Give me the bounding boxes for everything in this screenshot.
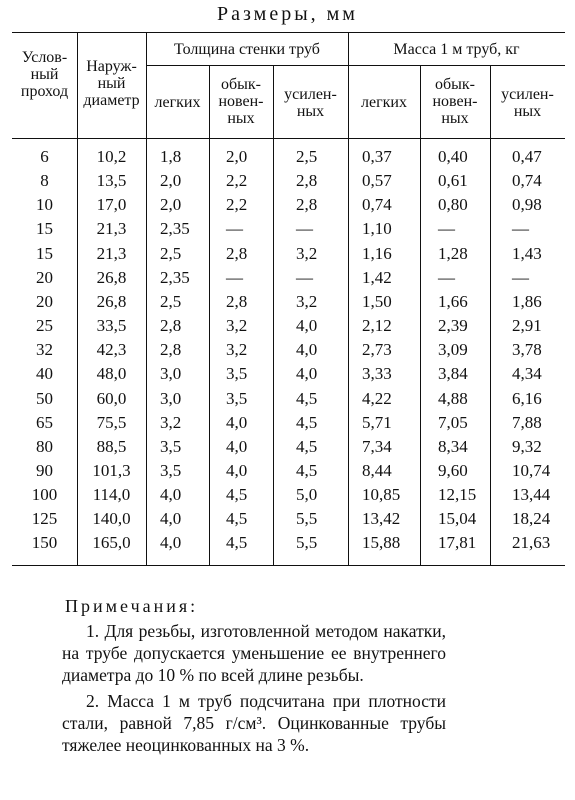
cell-mass-light: 3,33	[362, 364, 392, 384]
cell-mass-light: 1,50	[362, 291, 392, 311]
cell-wall-reinforced: 2,8	[296, 195, 318, 215]
cell-mass-reinforced: 7,88	[512, 412, 542, 432]
cell-mass-light: 10,85	[362, 485, 401, 505]
note-2: 2. Масса 1 м труб подсчитана при плотности стали, равной 7,85 г/см³. Оцинкованные трубы тяжелее неоцинкованных на 3 %.	[62, 691, 446, 755]
cell-mass-light: 2,73	[362, 340, 392, 360]
cell-wall-reinforced: 4,5	[296, 460, 318, 480]
cell-nominal-bore: 20	[36, 291, 53, 311]
cell-mass-light: 13,42	[362, 509, 401, 529]
cell-mass-ordinary: 0,61	[438, 171, 468, 191]
cell-nominal-bore: 50	[36, 388, 53, 408]
cell-wall-light: 3,5	[160, 460, 182, 480]
cell-outer-diameter: 88,5	[96, 436, 127, 456]
header-mass-light: легких	[361, 94, 407, 111]
cell-outer-diameter: 33,5	[96, 316, 127, 336]
cell-outer-diameter: 21,3	[96, 219, 127, 239]
header-nominal-bore: Услов- ный проход	[20, 49, 69, 100]
cell-mass-light: 1,16	[362, 243, 392, 263]
cell-outer-diameter: 101,3	[92, 460, 131, 480]
cell-wall-ordinary: —	[226, 219, 243, 239]
cell-nominal-bore: 32	[36, 340, 53, 360]
cell-mass-light: 4,22	[362, 388, 392, 408]
cell-outer-diameter: 26,8	[96, 291, 127, 311]
cell-mass-ordinary: 3,09	[438, 340, 468, 360]
column-divider	[209, 65, 210, 565]
cell-mass-reinforced: 1,86	[512, 291, 542, 311]
cell-nominal-bore: 80	[36, 436, 53, 456]
cell-nominal-bore: 10	[36, 195, 53, 215]
header-mass-reinforced: усилен- ных	[501, 86, 554, 120]
cell-outer-diameter: 17,0	[96, 195, 127, 215]
cell-wall-light: 2,0	[160, 171, 182, 191]
cell-mass-reinforced: 10,74	[512, 460, 551, 480]
cell-mass-ordinary: 12,15	[438, 485, 477, 505]
cell-mass-light: 2,12	[362, 316, 392, 336]
cell-wall-reinforced: 5,5	[296, 509, 318, 529]
cell-wall-ordinary: 2,8	[226, 291, 248, 311]
cell-mass-light: 15,88	[362, 533, 401, 553]
cell-wall-reinforced: 4,0	[296, 364, 318, 384]
cell-nominal-bore: 8	[40, 171, 49, 191]
notes-title: Примечания:	[65, 596, 199, 616]
cell-mass-ordinary: 17,81	[438, 533, 477, 553]
cell-wall-ordinary: —	[226, 267, 243, 287]
cell-nominal-bore: 40	[36, 364, 53, 384]
cell-nominal-bore: 125	[31, 509, 58, 529]
cell-wall-light: 2,5	[160, 243, 182, 263]
cell-mass-ordinary: 8,34	[438, 436, 468, 456]
cell-outer-diameter: 26,8	[96, 267, 127, 287]
cell-mass-ordinary: 4,88	[438, 388, 468, 408]
cell-wall-light: 3,2	[160, 412, 182, 432]
cell-outer-diameter: 60,0	[96, 388, 127, 408]
cell-wall-light: 2,8	[160, 340, 182, 360]
cell-mass-light: 0,57	[362, 171, 392, 191]
header-wall-reinforced: усилен- ных	[284, 86, 337, 120]
cell-wall-light: 4,0	[160, 533, 182, 553]
cell-wall-light: 4,0	[160, 509, 182, 529]
cell-wall-ordinary: 2,2	[226, 195, 248, 215]
header-outer-diameter: Наруж- ный диаметр	[83, 58, 140, 109]
header-wall-thickness: Толщина стенки труб	[174, 41, 320, 58]
cell-nominal-bore: 25	[36, 316, 53, 336]
cell-wall-reinforced: 2,5	[296, 147, 318, 166]
cell-wall-ordinary: 3,2	[226, 316, 248, 336]
note-1: 1. Для резьбы, изготовленной методом накатки, на трубе допускается уменьшение ее внутреннего диаметра до 10 % по всей длине резьбы.	[62, 621, 446, 685]
cell-wall-light: 4,0	[160, 485, 182, 505]
cell-wall-light: 2,8	[160, 316, 182, 336]
cell-mass-ordinary: 15,04	[438, 509, 477, 529]
cell-nominal-bore: 65	[36, 412, 53, 432]
cell-wall-light: 2,0	[160, 195, 182, 215]
cell-wall-reinforced: 3,2	[296, 243, 318, 263]
cell-mass-light: 5,71	[362, 412, 392, 432]
cell-wall-ordinary: 4,0	[226, 412, 248, 432]
cell-outer-diameter: 75,5	[96, 412, 127, 432]
cell-mass-ordinary: 1,66	[438, 291, 468, 311]
cell-mass-reinforced: —	[512, 267, 529, 287]
cell-nominal-bore: 100	[31, 485, 58, 505]
cell-outer-diameter: 114,0	[92, 485, 131, 505]
cell-outer-diameter: 48,0	[96, 364, 127, 384]
cell-wall-ordinary: 4,5	[226, 485, 248, 505]
cell-mass-ordinary: 3,84	[438, 364, 468, 384]
cell-mass-ordinary: 2,39	[438, 316, 468, 336]
cell-mass-reinforced: 6,16	[512, 388, 542, 408]
cell-mass-reinforced: 3,78	[512, 340, 542, 360]
cell-wall-light: 2,35	[160, 219, 190, 239]
cell-wall-reinforced: —	[296, 267, 313, 287]
column-divider	[348, 32, 349, 565]
cell-nominal-bore: 90	[36, 460, 53, 480]
cell-outer-diameter: 10,2	[96, 147, 127, 166]
cell-wall-ordinary: 4,5	[226, 533, 248, 553]
cell-nominal-bore: 150	[31, 533, 58, 553]
cell-mass-ordinary: 0,40	[438, 147, 468, 166]
cell-mass-reinforced: 0,98	[512, 195, 542, 215]
table-title: Размеры, мм	[217, 3, 358, 25]
cell-outer-diameter: 13,5	[96, 171, 127, 191]
cell-wall-ordinary: 4,0	[226, 460, 248, 480]
cell-nominal-bore: 15	[36, 243, 53, 263]
cell-outer-diameter: 165,0	[92, 533, 131, 553]
cell-mass-ordinary: —	[438, 267, 455, 287]
column-divider	[146, 32, 147, 565]
cell-mass-reinforced: 9,32	[512, 436, 542, 456]
cell-mass-reinforced: 0,74	[512, 171, 542, 191]
cell-mass-light: 8,44	[362, 460, 392, 480]
cell-wall-reinforced: 4,0	[296, 340, 318, 360]
cell-wall-reinforced: 4,5	[296, 436, 318, 456]
cell-wall-ordinary: 4,5	[226, 509, 248, 529]
cell-outer-diameter: 42,3	[96, 340, 127, 360]
cell-nominal-bore: 15	[36, 219, 53, 239]
cell-mass-reinforced: 2,91	[512, 316, 542, 336]
cell-mass-ordinary: 1,28	[438, 243, 468, 263]
cell-wall-reinforced: 5,0	[296, 485, 318, 505]
cell-mass-ordinary: 7,05	[438, 412, 468, 432]
header-wall-ordinary: обык- новен- ных	[218, 76, 264, 127]
cell-wall-ordinary: 4,0	[226, 436, 248, 456]
cell-mass-light: 1,42	[362, 267, 392, 287]
cell-mass-light: 7,34	[362, 436, 392, 456]
cell-nominal-bore: 20	[36, 267, 53, 287]
cell-wall-light: 2,5	[160, 291, 182, 311]
notes-block	[62, 620, 446, 760]
cell-nominal-bore: 6	[40, 147, 49, 166]
cell-mass-reinforced: —	[512, 219, 529, 239]
column-divider	[420, 65, 421, 565]
cell-wall-ordinary: 3,5	[226, 364, 248, 384]
cell-mass-light: 0,37	[362, 147, 392, 166]
cell-mass-ordinary: 9,60	[438, 460, 468, 480]
cell-mass-reinforced: 0,47	[512, 147, 542, 166]
table-top-rule	[12, 32, 565, 33]
cell-mass-light: 0,74	[362, 195, 392, 215]
header-bottom-rule	[12, 138, 565, 139]
cell-wall-reinforced: 2,8	[296, 171, 318, 191]
cell-wall-ordinary: 2,2	[226, 171, 248, 191]
cell-wall-reinforced: 5,5	[296, 533, 318, 553]
cell-wall-ordinary: 3,5	[226, 388, 248, 408]
cell-wall-ordinary: 3,2	[226, 340, 248, 360]
cell-mass-light: 1,10	[362, 219, 392, 239]
cell-outer-diameter: 140,0	[92, 509, 131, 529]
cell-wall-light: 3,0	[160, 388, 182, 408]
cell-wall-ordinary: 2,8	[226, 243, 248, 263]
cell-wall-reinforced: 4,5	[296, 388, 318, 408]
header-mass-ordinary: обык- новен- ных	[432, 76, 478, 127]
cell-mass-ordinary: 0,80	[438, 195, 468, 215]
cell-mass-reinforced: 13,44	[512, 485, 551, 505]
cell-wall-reinforced: 4,0	[296, 316, 318, 336]
cell-wall-light: 1,8	[160, 147, 182, 166]
cell-wall-reinforced: —	[296, 219, 313, 239]
cell-mass-reinforced: 21,63	[512, 533, 551, 553]
cell-mass-ordinary: —	[438, 219, 455, 239]
cell-mass-reinforced: 18,24	[512, 509, 551, 529]
cell-mass-reinforced: 4,34	[512, 364, 542, 384]
cell-wall-light: 2,35	[160, 267, 190, 287]
cell-outer-diameter: 21,3	[96, 243, 127, 263]
header-mass-per-meter: Масса 1 м труб, кг	[393, 41, 520, 58]
column-divider	[490, 65, 491, 565]
cell-wall-reinforced: 4,5	[296, 412, 318, 432]
cell-wall-reinforced: 3,2	[296, 291, 318, 311]
column-divider	[273, 65, 274, 565]
cell-wall-light: 3,0	[160, 364, 182, 384]
cell-wall-light: 3,5	[160, 436, 182, 456]
cell-wall-ordinary: 2,0	[226, 147, 248, 166]
header-wall-light: легких	[154, 94, 201, 111]
cell-mass-reinforced: 1,43	[512, 243, 542, 263]
table-bottom-rule	[12, 565, 565, 566]
